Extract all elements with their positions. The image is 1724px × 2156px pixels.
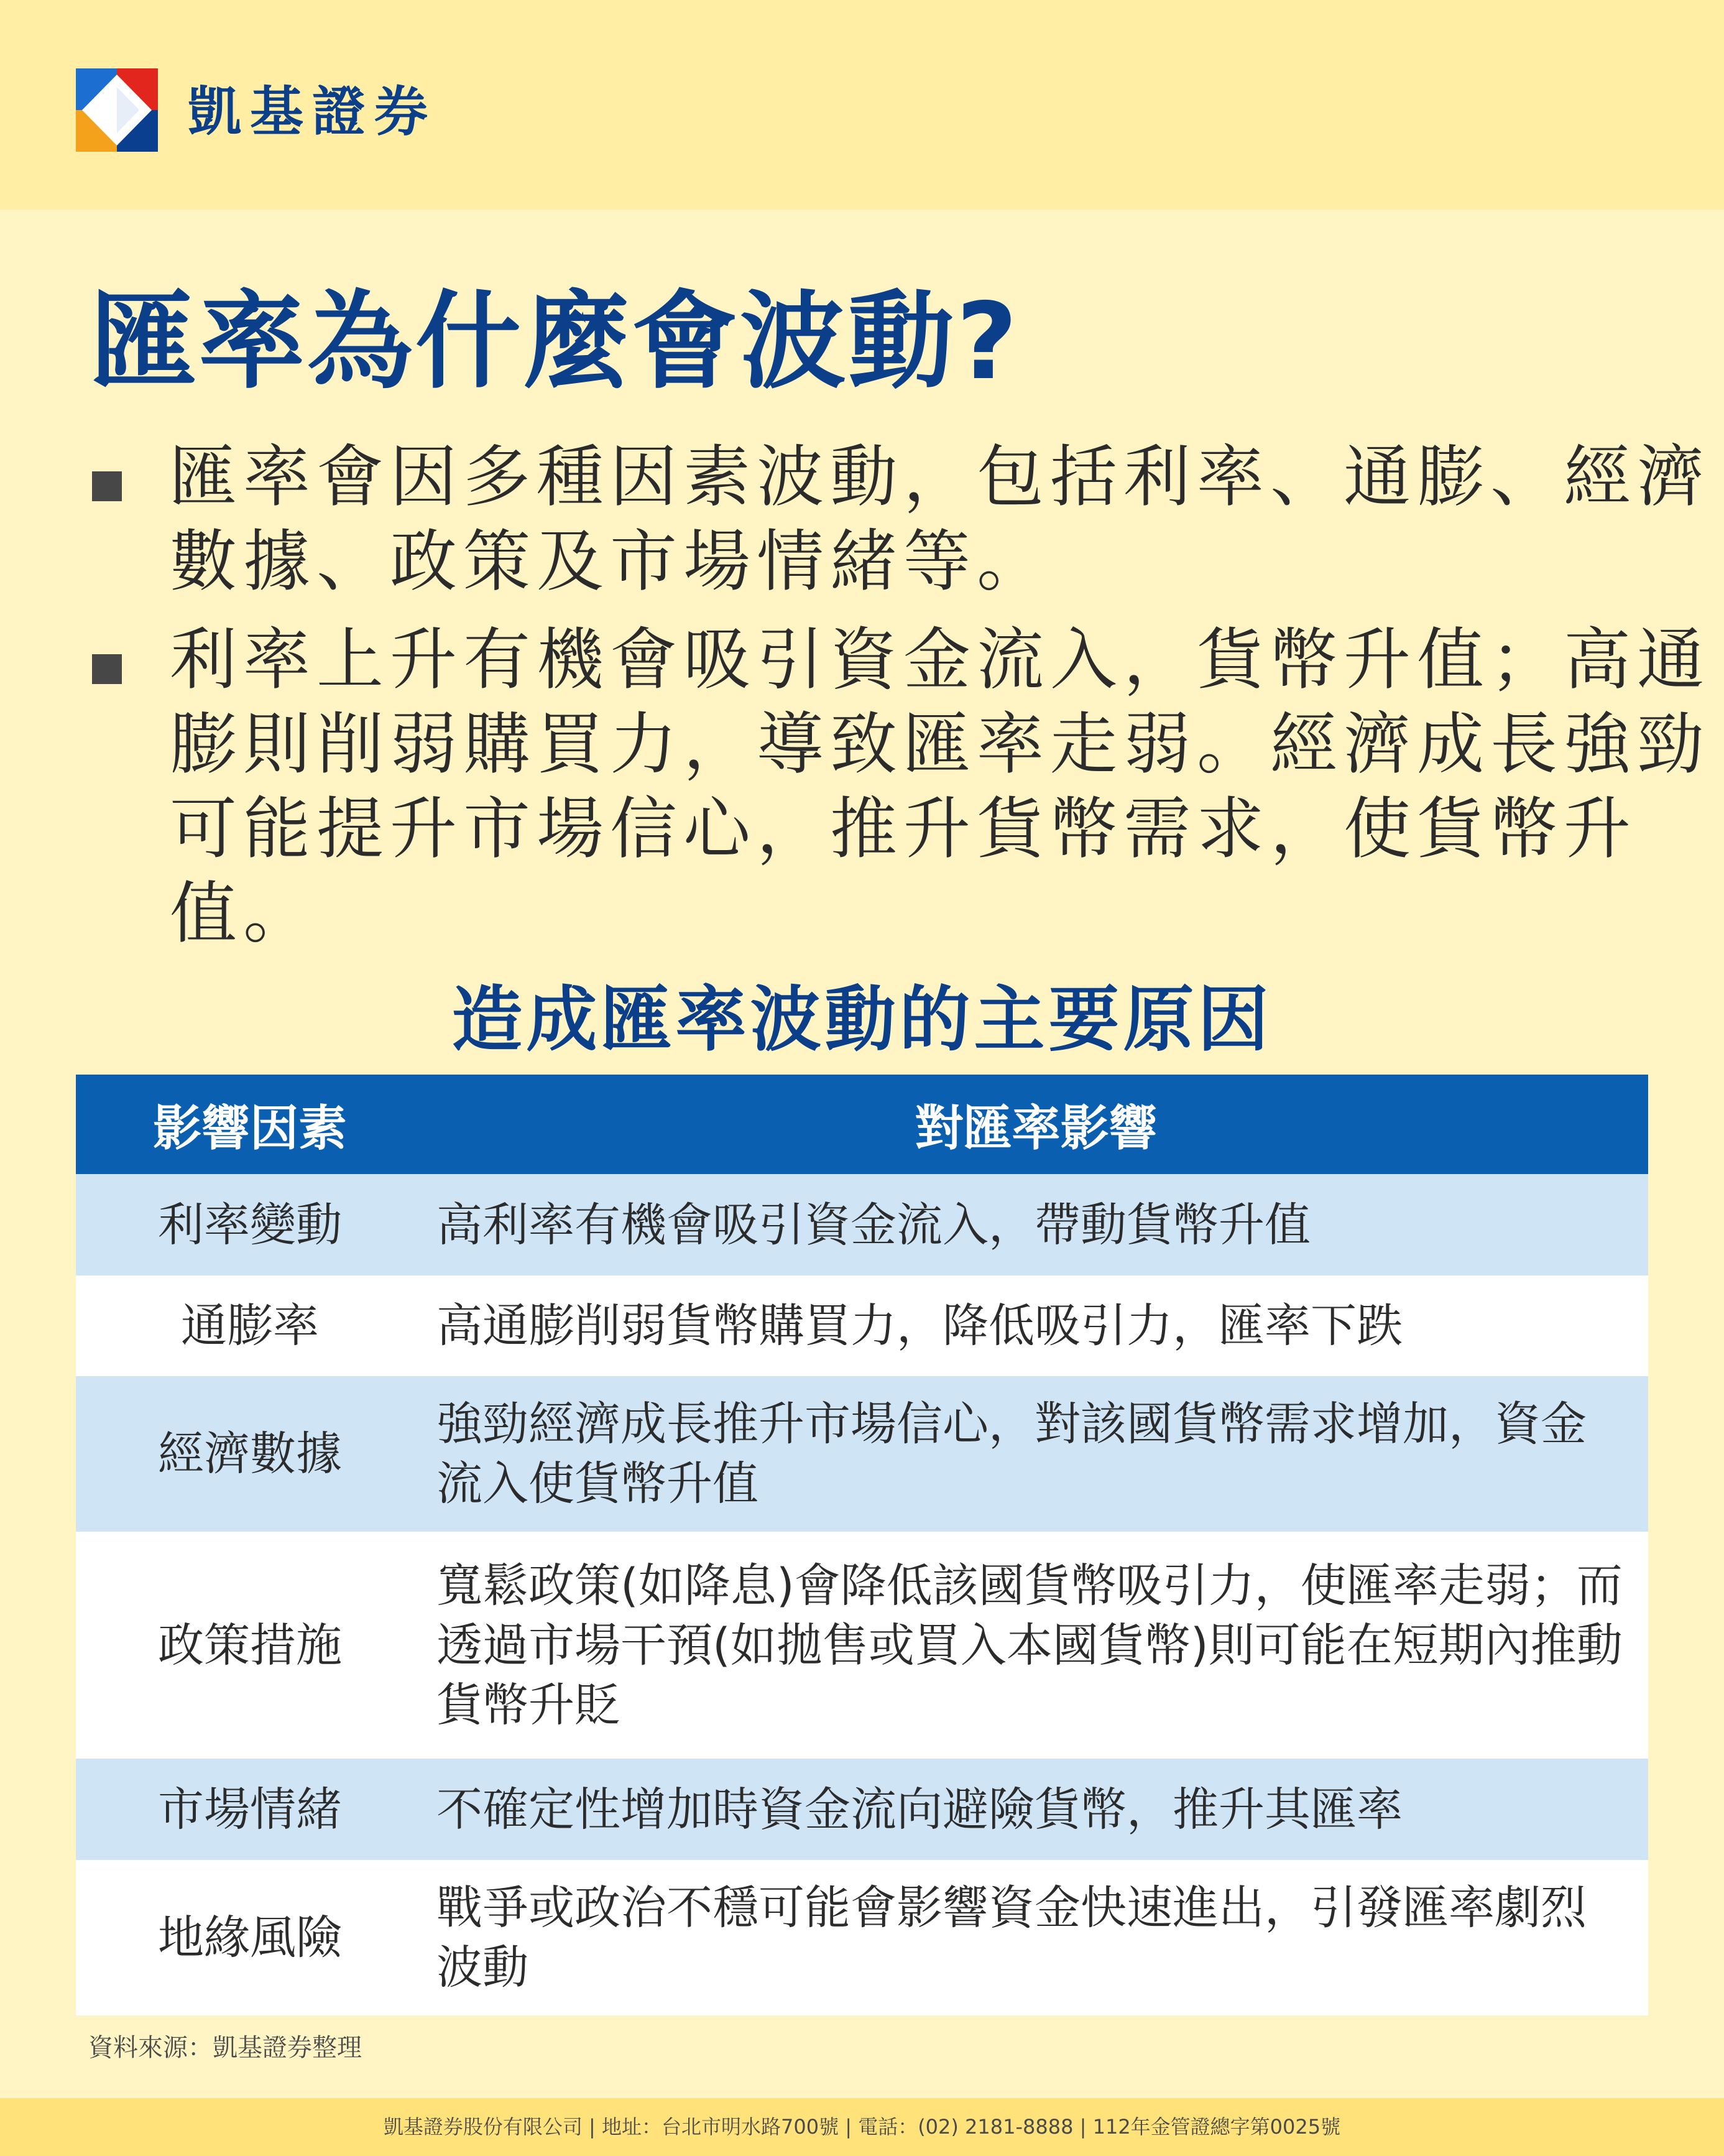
impact-cell: 寬鬆政策(如降息)會降低該國貨幣吸引力，使匯率走弱；而透過市場干預(如拋售或買入本國貨幣)則可能在短期內推動貨幣升貶 — [424, 1532, 1648, 1759]
bullet-square-icon — [92, 654, 122, 684]
impact-cell: 強勁經濟成長推升市場信心，對該國貨幣需求增加，資金流入使貨幣升值 — [424, 1376, 1648, 1532]
header-bar — [0, 0, 1724, 210]
bullet-square-icon — [92, 471, 122, 501]
factor-cell: 通膨率 — [76, 1275, 424, 1376]
page-title: 匯率為什麼會波動? — [91, 280, 1020, 404]
impact-cell: 高利率有機會吸引資金流入，帶動貨幣升值 — [424, 1174, 1648, 1275]
factor-cell: 政策措施 — [76, 1532, 424, 1759]
bullet-text: 匯率會因多種因素波動，包括利率、通膨、經濟數據、政策及市場情緒等。 — [170, 438, 1711, 601]
impact-cell: 不確定性增加時資金流向避險貨幣，推升其匯率 — [424, 1759, 1648, 1860]
table-row — [76, 1275, 1648, 1376]
header-factor: 影響因素 — [76, 1075, 424, 1174]
impact-cell: 高通膨削弱貨幣購買力，降低吸引力，匯率下跌 — [424, 1275, 1648, 1376]
brand-name: 凱基證券 — [188, 81, 436, 143]
factor-cell: 利率變動 — [76, 1174, 424, 1275]
bullet-list — [92, 435, 1711, 970]
table-row — [76, 1532, 1648, 1759]
table-row — [76, 1759, 1648, 1860]
table-row — [76, 1860, 1648, 2015]
impact-cell: 戰爭或政治不穩可能會影響資金快速進出，引發匯率劇烈波動 — [424, 1860, 1648, 2015]
factor-cell: 市場情緒 — [76, 1759, 424, 1860]
bullet-text: 利率上升有機會吸引資金流入，貨幣升值；高通膨則削弱購買力，導致匯率走弱。經濟成長強勁可能提升市場信心，推升貨幣需求，使貨幣升值。 — [170, 621, 1711, 953]
table-header-row — [76, 1075, 1648, 1174]
header-impact: 對匯率影響 — [424, 1075, 1648, 1174]
table-row — [76, 1376, 1648, 1532]
kgi-logo-icon — [76, 68, 158, 152]
bullet-item — [92, 618, 1711, 956]
factor-cell: 地緣風險 — [76, 1860, 424, 2015]
table-row — [76, 1174, 1648, 1275]
factor-cell: 經濟數據 — [76, 1376, 424, 1532]
source-note: 資料來源：凱基證券整理 — [88, 2033, 362, 2062]
footer-bar: 凱基證券股份有限公司 | 地址：台北市明水路700號 | 電話：(02) 2181-8888 | 112年金管證總字第0025號 — [0, 2098, 1724, 2156]
table-title: 造成匯率波動的主要原因 — [451, 978, 1273, 1061]
bullet-item — [92, 435, 1711, 604]
factors-table — [76, 1075, 1648, 2015]
